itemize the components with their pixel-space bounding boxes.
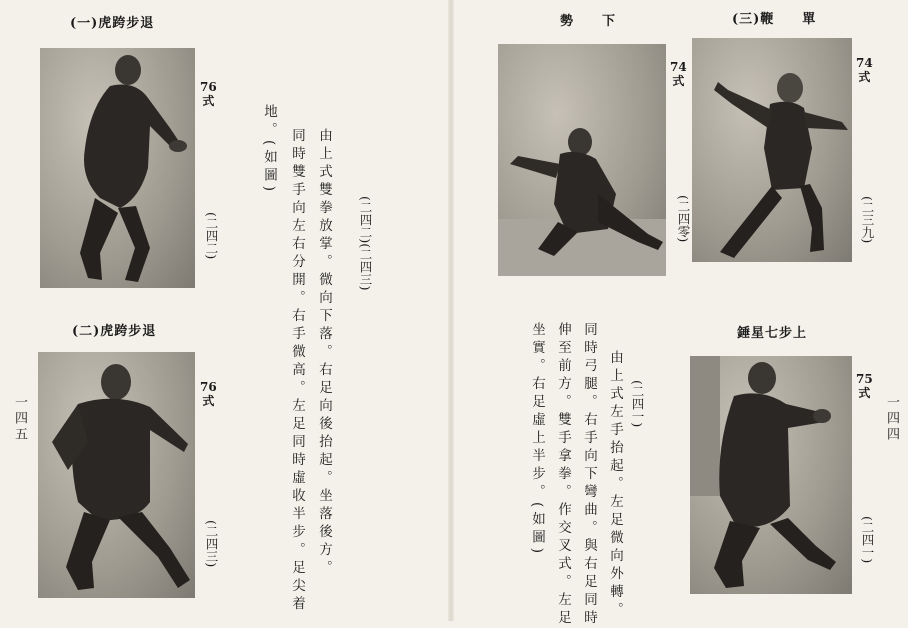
- figure-3-caption: 勢 下: [560, 14, 617, 29]
- figure-4-silhouette: [692, 38, 852, 262]
- figure-4-caption: (三)鞭 單: [732, 12, 817, 27]
- text-heading: (二四一): [630, 380, 645, 428]
- figure-2-caption: (二)虎跨步退: [72, 324, 157, 339]
- figure-2-silhouette: [38, 352, 195, 598]
- body-text-column-3: 伸至前方。雙手拿拳。作交叉式。左足: [555, 322, 571, 628]
- figure-5-silhouette: [690, 356, 852, 594]
- figure-1-caption: (一)虎跨步退: [70, 16, 155, 31]
- left-page: [0, 0, 450, 621]
- figure-5-photo: [690, 356, 852, 594]
- figure-2-photo: [38, 352, 195, 598]
- figure-2-form-number: 76 式: [200, 380, 217, 408]
- page-number: 一四四: [884, 395, 899, 443]
- figure-1-silhouette: [40, 48, 195, 288]
- figure-4-photo: [692, 38, 852, 262]
- figure-1-form-number: 76 式: [200, 80, 217, 108]
- figure-5-form-number: 75 式: [856, 372, 873, 400]
- page-number: 一四五: [12, 395, 27, 443]
- body-text-column-4: 坐實。右足虛上半步。(如圖): [529, 322, 545, 558]
- right-page: [452, 0, 908, 628]
- figure-5-number: (二四一): [860, 516, 875, 564]
- figure-5-caption: 錘星七步上: [737, 326, 808, 341]
- body-text-column-1: 由上式左手抬起。左足微向外轉。: [607, 350, 623, 620]
- body-text-column-2: 同時雙手向左右分開。右手微高。左足同時虛收半步。足尖着: [289, 128, 305, 614]
- figure-1-number: (二四二): [204, 212, 219, 260]
- figure-3-number: (二四零): [676, 195, 691, 243]
- body-text-column-3: 地。(如圖): [261, 104, 277, 196]
- figure-4-number: (二三九): [860, 196, 875, 244]
- figure-3-form-number: 74 式: [670, 60, 687, 88]
- figure-1-photo: [40, 48, 195, 288]
- figure-3-photo: [498, 44, 666, 276]
- figure-3-silhouette: [498, 44, 666, 276]
- figure-2-number: (二四三): [204, 520, 219, 568]
- body-text-column-2: 同時弓腿。右手向下彎曲。與右足同時: [581, 322, 597, 628]
- text-heading: (二四二)(二四三): [358, 196, 373, 291]
- figure-4-form-number: 74 式: [856, 56, 873, 84]
- body-text-column-1: 由上式雙拳放掌。微向下落。右足向後抬起。坐落後方。: [316, 128, 332, 578]
